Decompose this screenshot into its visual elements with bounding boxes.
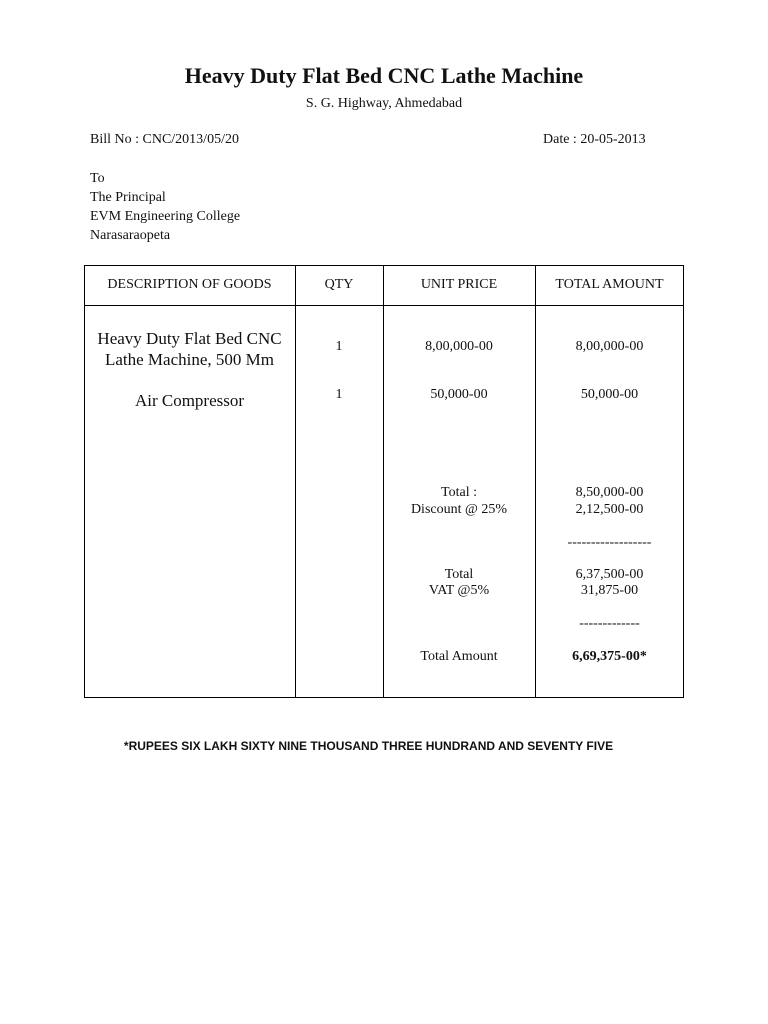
column-header-description: DESCRIPTION OF GOODS bbox=[107, 277, 272, 292]
recipient-organization: EVM Engineering College bbox=[90, 209, 241, 224]
summary-vat-value: 31,875-00 bbox=[580, 583, 639, 598]
item-unit-price: 8,00,000-00 bbox=[425, 339, 493, 354]
table-header-divider bbox=[84, 305, 684, 306]
summary-separator: ------------- bbox=[579, 616, 640, 631]
summary-separator: ------------------ bbox=[567, 535, 652, 550]
recipient-address bbox=[90, 169, 240, 245]
amount-in-words: *RUPEES SIX LAKH SIXTY NINE THOUSAND THREE HUNDRAND AND SEVENTY FIVE bbox=[123, 739, 614, 753]
item-total: 50,000-00 bbox=[580, 387, 639, 402]
summary-discount-value: 2,12,500-00 bbox=[575, 502, 644, 517]
column-header-unit-price: UNIT PRICE bbox=[420, 277, 498, 292]
item-total: 8,00,000-00 bbox=[575, 339, 644, 354]
item-qty: 1 bbox=[335, 387, 343, 402]
summary-subtotal-label: Total bbox=[444, 567, 474, 582]
item-description bbox=[84, 390, 295, 411]
recipient-name: The Principal bbox=[90, 190, 166, 205]
summary-vat-label: VAT @5% bbox=[428, 583, 490, 598]
recipient-to: To bbox=[90, 171, 105, 186]
item-description bbox=[84, 328, 295, 370]
summary-total-label: Total : bbox=[441, 485, 477, 500]
bill-date: Date : 20-05-2013 bbox=[543, 132, 646, 147]
item-unit-price: 50,000-00 bbox=[430, 387, 488, 402]
grand-total-label: Total Amount bbox=[420, 649, 498, 664]
item-qty: 1 bbox=[335, 339, 343, 354]
item-description-line: Lathe Machine, 500 Mm bbox=[104, 350, 274, 369]
table-column-divider bbox=[535, 265, 536, 698]
summary-subtotal-value: 6,37,500-00 bbox=[575, 567, 644, 582]
bill-number: Bill No : CNC/2013/05/20 bbox=[90, 132, 239, 147]
item-description-line: Air Compressor bbox=[134, 391, 245, 410]
column-header-qty: QTY bbox=[324, 277, 354, 292]
recipient-city: Narasaraopeta bbox=[90, 228, 171, 243]
summary-discount-label: Discount @ 25% bbox=[410, 502, 508, 517]
table-column-divider bbox=[295, 265, 296, 698]
table-column-divider bbox=[383, 265, 384, 698]
company-address: S. G. Highway, Ahmedabad bbox=[305, 96, 463, 111]
invoice-title: Heavy Duty Flat Bed CNC Lathe Machine bbox=[184, 63, 584, 88]
grand-total-value: 6,69,375-00* bbox=[572, 649, 647, 664]
item-description-line: Heavy Duty Flat Bed CNC bbox=[97, 329, 282, 348]
column-header-total-amount: TOTAL AMOUNT bbox=[555, 277, 664, 292]
summary-total-value: 8,50,000-00 bbox=[575, 485, 644, 500]
